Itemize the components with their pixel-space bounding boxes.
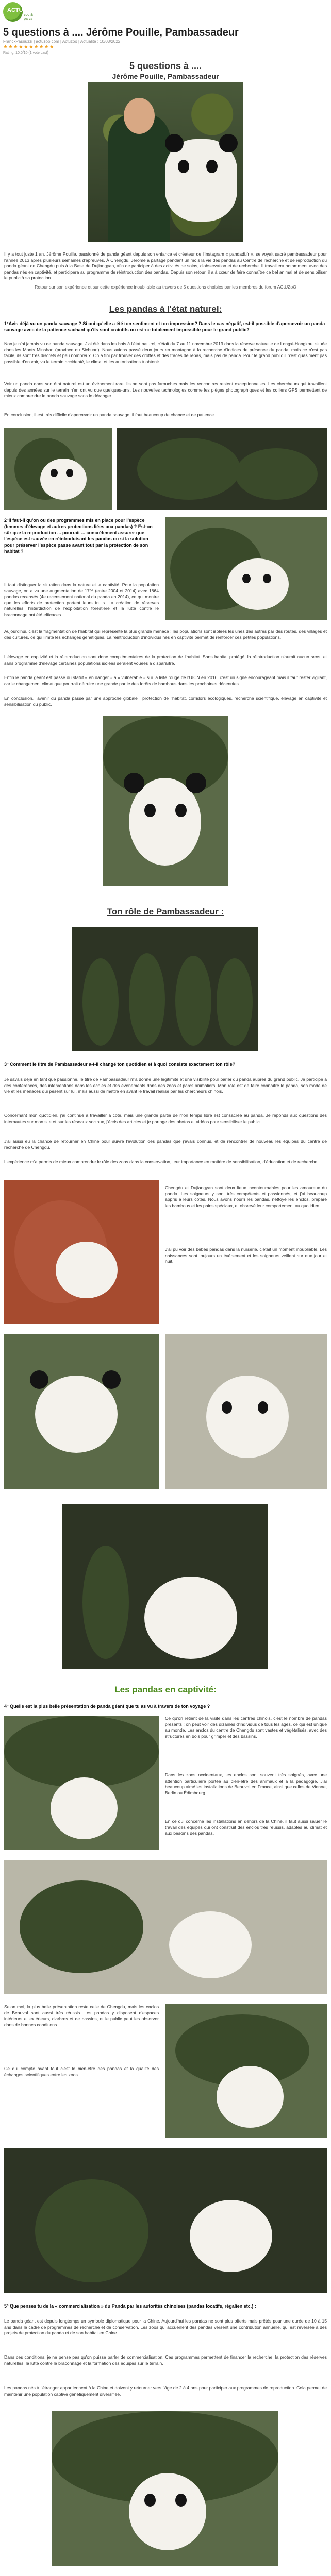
section-title-text: Les pandas à l'état naturel: <box>109 304 222 314</box>
photo-shape <box>217 958 253 1046</box>
photo-shape <box>186 773 206 793</box>
photo-person-head <box>124 98 155 134</box>
question-4: 4° Quelle est la plus belle présentation de panda géant que tu as vu à travers de ton voyage ? <box>4 1704 210 1709</box>
answer-5-p1: Le panda géant est depuis longtemps un symbole diplomatique pour la Chine. Aujourd'hui les pandas ne sont plus offerts mais prêtés pour une durée de 10 à 15 ans dans le cadre de programmes de recherche et de conservation. Les zoos qui accueillent des pandas versent une contribution annuelle, qui est reversée à des projets de protection du panda et de son habitat en Chine. <box>4 2318 327 2335</box>
answer-2-p1: Il faut distinguer la situation dans la nature et la captivité. Pour la population sauvage, on a vu une augmentation de 17% (entre 2004 et 2014) avec 1864 pandas recensés (4e recensement national du panda en 2014), ce qui montre que les efforts de protection portent leurs fruits. La création de réserves naturelles, l'interdiction de l'exploitation forestière et la lutte contre le braconnage ont été efficaces. <box>4 582 159 617</box>
question-5: 5° Que penses tu de la « commercialisation » du Panda par les autorités chinoises (pandas locatifs, régalien etc.) : <box>4 2303 256 2309</box>
photo-panda-tree <box>52 2411 278 2566</box>
photo-panda-ear <box>219 134 238 152</box>
article-title: 5 questions à .... Jérôme Pouille, Pambassadeur <box>3 27 239 38</box>
answer-3-p1: Je savais déjà en tant que passionné, le titre de Pambassadeur m'a donné une légitimité et une visibilité pour parler du panda auprès du grand public. Je participe à des conférences, des interventions dans les écoles et des événements dans des zoos et parcs animaliers. Mon rôle est de faire connaître le panda, son mode de vie et les menaces qui pèsent sur lui, mais aussi de mettre en avant le travail réalisé par les chercheurs chinois. <box>4 1077 327 1094</box>
photo-shape <box>35 1376 118 1453</box>
photo-care-team <box>62 1504 268 1669</box>
answer-2-p3: L'élevage en captivité et la réintroduction sont donc complémentaires de la protection de l'habitat. Sans habitat protégé, la réintroduction n'aurait aucun sens, et sans programme d'élevage certaines populations isolées seraient vouées à disparaître. <box>4 654 327 666</box>
answer-1-p3: En conclusion, il est très difficile d'apercevoir un panda sauvage, il faut beaucoup de chance et de patience. <box>4 412 216 417</box>
photo-shape <box>175 2494 187 2507</box>
section-header-5-questions: 5 questions à .... <box>129 61 202 71</box>
photo-shape <box>242 574 251 583</box>
photo-enclosure-1 <box>4 1716 159 1850</box>
answer-2-p4: Enfin le panda géant est passé du statut « en danger » à « vulnérable » sur la liste rouge de l'UICN en 2016, c'est un signe encourageant mais il faut rester vigilant, car le changement climatique pourrait détruire une grande partie des forêts de bambous dans les prochaines décennies. <box>4 675 327 686</box>
ambassador-side-p2: J'ai pu voir des bébés pandas dans la nurserie, c'était un moment inoubliable. Les naissances sont toujours un événement et les soigneurs veillent sur eux jour et nuit. <box>165 1247 327 1264</box>
photo-shape <box>51 1777 118 1839</box>
photo-shape <box>102 1370 121 1389</box>
section-title-text: Les pandas en captivité: <box>114 1685 217 1694</box>
photo-panda-eye <box>178 160 189 173</box>
photo-shape <box>51 469 58 477</box>
photo-shape <box>66 469 73 477</box>
photo-enclosure-wide <box>4 1860 327 1994</box>
section-title-text: Ton rôle de Pambassadeur : <box>107 907 224 917</box>
photo-shape <box>169 1911 252 1978</box>
intro-note: Retour sur son expérience et sur cette expérience inoubliable au travers de 5 questions choisies par les membres du forum ACtUZoO <box>35 284 296 290</box>
photo-shape <box>30 1370 48 1389</box>
answer-1-p1: Non je n'ai jamais vu de panda sauvage. J'ai été dans les bois à l'état naturel, c'était du 7 au 11 novembre 2013 dans la réserve naturelle de Longxi-Hongkou, située dans les Monts Minshan (province du Sichuan). Nous avions passé deux jours en montagne à la recherche d'indices de présence du panda, mais ce n'est pas facile, ils sont très discrets et peu nombreux. On a fini par trouver des crottes et des traces de repas, mais pas de panda. Pour le grand public il n'est quasiment pas possible d'en voir, vu le terrain accidenté, le climat et les autorisations à obtenir. <box>4 341 327 364</box>
photo-shape <box>258 1401 268 1414</box>
photo-shape <box>82 1546 129 1659</box>
answer-1-p2: Voir un panda dans son état naturel est un événement rare. Ils ne sont pas farouches mais les rencontres restent exceptionnelles. Les chercheurs qui travaillent depuis des années sur le terrain n'en ont vu que quelques-uns. Les nouvelles technologies comme les pièges photographiques et les colliers GPS permettent de mieux comprendre le panda sauvage sans le déranger. <box>4 381 327 398</box>
answer-3-p4: L'expérience m'a permis de mieux comprendre le rôle des zoos dans la conservation, leur importance en matière de sensibilisation, d'éducation et de recherche. <box>4 1159 319 1164</box>
photo-shape <box>56 1242 118 1298</box>
photo-shape <box>222 1401 232 1414</box>
question-3: 3° Comment le titre de Pambassadeur a-t-il changé ton quotidien et à quoi consiste exactement ton rôle? <box>4 1062 236 1067</box>
answer-3-p2: Concernant mon quotidien, j'ai continué à travailler à côté, mais une grande partie de mon temps libre est consacrée au panda. Je réponds aux questions des internautes sur mon site et sur les réseaux sociaux, j'écris des articles et je partage des photos et vidéos pour sensibiliser le public. <box>4 1113 327 1124</box>
photo-shape <box>175 804 187 817</box>
photo-reserve <box>165 517 327 620</box>
captivity-side-p2: Ce qui compte avant tout c'est le bien-être des pandas et la qualité des échanges scientifiques entre les zoos. <box>4 2066 159 2077</box>
photo-center-enclosure <box>4 1180 159 1324</box>
question-1: 1°Avis déjà vu un panda sauvage ? Si oui qu'elle a été ton sentiment et ton impression? Dans le cas négatif, est-il possible d'apercevoir un panda sauvage avec de la patience sachant qu'ils sont craintifs ou est-ce totalement impossible pour le grand public? <box>4 321 325 332</box>
site-logo[interactable] <box>3 2 37 22</box>
answer-2-p2: Aujourd'hui, c'est la fragmentation de l'habitat qui représente la plus grande menace : les populations sont isolées les unes des autres par des routes, des villages et des cultures, ce qui limite les échanges génétiques. La réintroduction d'individus nés en captivité permet de renforcer ces petites populations. <box>4 629 327 640</box>
section-title-wild <box>0 304 331 314</box>
captivity-side-p1: Selon moi, la plus belle présentation reste celle de Chengdu, mais les enclos de Beauval sont aussi très réussis. Les pandas y disposent d'espaces intérieurs et extérieurs, d'arbres et de bassins, et le public peut les observer dans de bonnes conditions. <box>4 2004 159 2027</box>
answer-5-p2: Dans ces conditions, je ne pense pas qu'on puisse parler de commercialisation. Ces programmes permettent de financer la recherche, la protection des réserves naturelles, la lutte contre le braconnage et la formation des équipes sur le terrain. <box>4 2354 327 2366</box>
section-title-captivity <box>0 1685 331 1695</box>
top-bar <box>0 0 331 24</box>
photo-shape <box>175 956 211 1046</box>
photo-shape <box>82 958 119 1046</box>
photo-shape <box>144 2494 156 2507</box>
logo-text: ACTU'ZOO <box>7 7 37 13</box>
photo-nursery-1 <box>4 1334 159 1489</box>
photo-shape <box>40 459 87 500</box>
photo-shape <box>206 1376 289 1458</box>
answer-4-p1: Ce qu'on retient de la visite dans les centres chinois, c'est le nombre de pandas présents : on peut voir des dizaines d'individus de tous les âges, ce qui est unique au monde. Les enclos du centre de Chengdu sont vastes et végétalisés, avec des structures en bois pour grimper et des bassins. <box>165 1716 327 1739</box>
photo-panda-eye <box>206 160 218 173</box>
photo-ambassador-group <box>72 927 258 1051</box>
intro-paragraph: Il y a tout juste 1 an, Jérôme Pouille, passionné de panda géant depuis son enfance et créateur de l'Instagram « pandadi.fr », se voyait sacré pambassadeur pour l'année 2013 après plusieurs semaines d'épreuves. À Chengdu, Jérôme a partagé pendant un mois la vie des pandas au Centre de recherche et de reproduction du panda géant de Chengdu puis à la Base de Dujiangyan, afin de participer à des activités de soins, d'observation et de recherche. Il travaillera notamment avec des pandas nés en captivité, et participera au programme de réintroduction des pandas. Depuis son retour, il a à cœur de faire connaître ce bel animal et de sensibiliser le public à sa protection. <box>4 251 327 280</box>
photo-panda-ear <box>165 134 184 152</box>
answer-3-p3: J'ai aussi eu la chance de retourner en Chine pour suivre l'évolution des pandas que j'avais connus, et de rencontrer de nouveau les équipes du centre de recherche de Chengdu. <box>4 1139 327 1150</box>
rating-text: Rating: 10.0/10 (1 vote cast) <box>3 51 48 55</box>
photo-shape <box>263 574 271 583</box>
photo-wild-1 <box>4 428 112 510</box>
photo-shape <box>124 773 144 793</box>
ambassador-side-p1: Chengdu et Dujiangyan sont deux lieux incontournables pour les amoureux du panda. Les soigneurs y sont très compétents et passionnés, et j'ai beaucoup appris à leurs côtés. Nous avons nourri les pandas, nettoyé les enclos, préparé les bambous et les pains spéciaux, et observé leur comportement au quotidien. <box>165 1185 327 1208</box>
answer-5-p3: Les pandas nés à l'étranger appartiennent à la Chine et doivent y retourner vers l'âge de 2 à 4 ans pour participer aux programmes de reproduction. Cela permet de maintenir une population captive génétiquement diversifiée. <box>4 2385 327 2397</box>
photo-shape <box>217 2066 284 2128</box>
photo-shape <box>235 448 318 500</box>
photo-nursery-2 <box>165 1334 327 1489</box>
photo-enclosure-2 <box>165 2004 327 2138</box>
section-title-ambassador <box>0 907 331 917</box>
article-byline: FranckPasnuzzi | actuzoo.com | Actuzoo | Actualité : 10/03/2022 <box>3 39 121 44</box>
answer-4-p2: Dans les zoos occidentaux, les enclos sont souvent très soignés, avec une attention particulière portée au bien-être des animaux et à la pédagogie. J'ai beaucoup aimé les installations de Beauval en France, ainsi que celles de Vienne, Berlin ou Édimbourg. <box>165 1772 327 1795</box>
question-2: 2°Il faut-il qu'on ou des programmes mis en place pour l'espèce (femmes d'élevage et autres protections liées aux pandas) ? Est-on sûr que la reproduction ... pourrait ... concrètement assurer que l'espèce est sauvée en réintroduisant les pandas ou si la solution pour préserver l'espèce passe avant tout par la protection de son habitat ? <box>4 518 153 554</box>
answer-2-p5: En conclusion, l'avenir du panda passe par une approche globale : protection de l'habitat, corridors écologiques, recherche scientifique, élevage en captivité et sensibilisation du public. <box>4 696 327 707</box>
photo-shape <box>129 2473 206 2550</box>
photo-shape <box>4 1716 159 1788</box>
answer-4-p3: En ce qui concerne les installations en dehors de la Chine, il faut aussi saluer le travail des équipes qui ont construit des enclos très réussis, adaptés au climat et aux besoins des pandas. <box>165 1819 327 1836</box>
photo-bamboo-panda <box>103 716 228 886</box>
photo-shape <box>144 1577 237 1659</box>
photo-shape <box>190 2200 272 2272</box>
photo-shape <box>144 804 156 817</box>
photo-shape <box>137 438 240 500</box>
photo-visitors <box>4 2148 327 2293</box>
photo-shape <box>227 558 289 610</box>
photo-shape <box>129 953 165 1046</box>
hero-photo <box>88 82 243 242</box>
rating-stars[interactable]: ★★★★★★★★★★ <box>3 44 55 50</box>
photo-shape <box>35 2179 148 2282</box>
photo-wild-2 <box>117 428 327 510</box>
photo-shape <box>20 1880 143 1973</box>
logo-tagline: zoo & parcs <box>24 13 33 21</box>
section-header-name: Jérôme Pouille, Pambassadeur <box>112 72 219 80</box>
